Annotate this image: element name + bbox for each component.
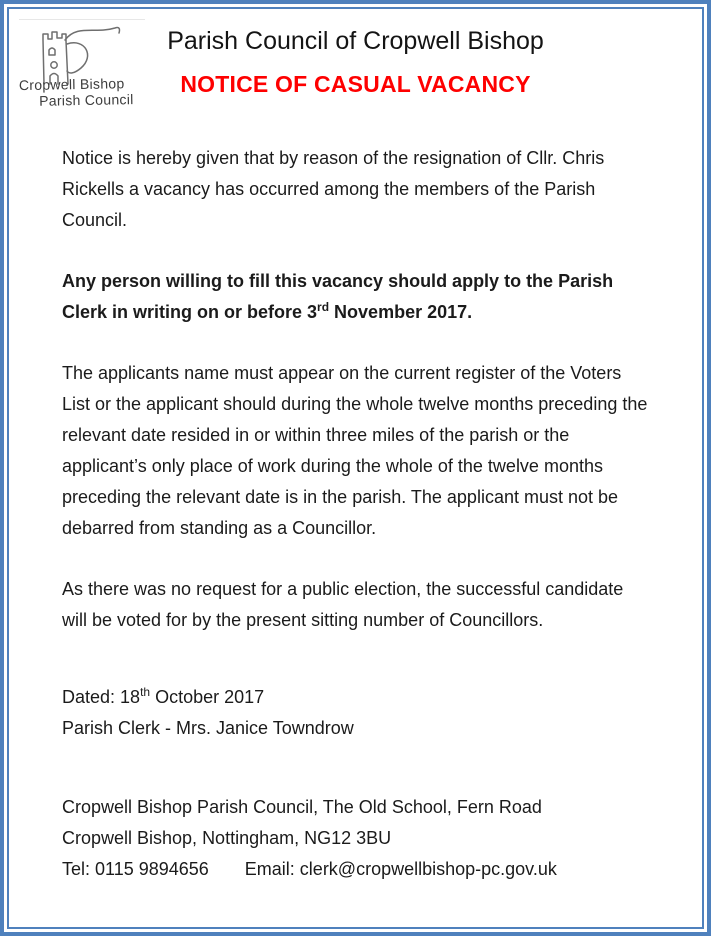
apply-ordinal-sup: rd — [317, 300, 330, 314]
footer-address-line2: Cropwell Bishop, Nottingham, NG12 3BU — [62, 828, 392, 848]
notice-header — [62, 25, 649, 99]
signoff-block — [62, 682, 649, 744]
clerk-line: Parish Clerk - Mrs. Janice Towndrow — [62, 718, 354, 738]
footer-email: Email: clerk@cropwellbishop-pc.gov.uk — [244, 859, 557, 879]
logo-text-line2: Parish Council — [39, 91, 134, 109]
dated-text-start: Dated: 18 — [62, 687, 141, 707]
dated-text-end: October 2017 — [150, 687, 265, 707]
paragraph-eligibility: The applicants name must appear on the current register of the Voters List or the applicant should during the whole twelve months preceding the relevant date resided in or within three miles of the parish or the applicant’s only place of work during the whole of the twelve months preceding the relevant date is in the parish. The applicant must not be debarred from standing as a Councillor. — [62, 363, 648, 538]
apply-text-start: Any person willing to fill this vacancy should apply to the Parish Clerk in writing on or before 3 — [62, 271, 614, 322]
notice-subtitle: NOTICE OF CASUAL VACANCY — [180, 71, 531, 97]
logo-text — [19, 75, 146, 109]
paragraph-election: As there was no request for a public election, the successful candidate will be voted for by the present sitting number of Councillors. — [62, 579, 624, 630]
footer-contact-line — [62, 854, 649, 885]
dated-line — [62, 682, 649, 713]
paragraph-apply — [62, 266, 649, 328]
page-frame — [7, 7, 704, 929]
apply-text-end: November 2017. — [329, 302, 473, 322]
page-title: Parish Council of Cropwell Bishop — [167, 27, 544, 55]
dated-ordinal-sup: th — [140, 685, 151, 699]
paragraph-resignation: Notice is hereby given that by reason of the resignation of Cllr. Chris Rickells a vacancy has occurred among the members of the Parish Council. — [62, 148, 605, 230]
logo-text-line1: Cropwell Bishop — [18, 75, 125, 94]
council-logo — [19, 19, 145, 108]
footer-tel: Tel: 0115 9894656 — [62, 859, 209, 879]
footer-contact-block — [62, 792, 649, 885]
footer-address-line1: Cropwell Bishop Parish Council, The Old School, Fern Road — [62, 797, 542, 817]
